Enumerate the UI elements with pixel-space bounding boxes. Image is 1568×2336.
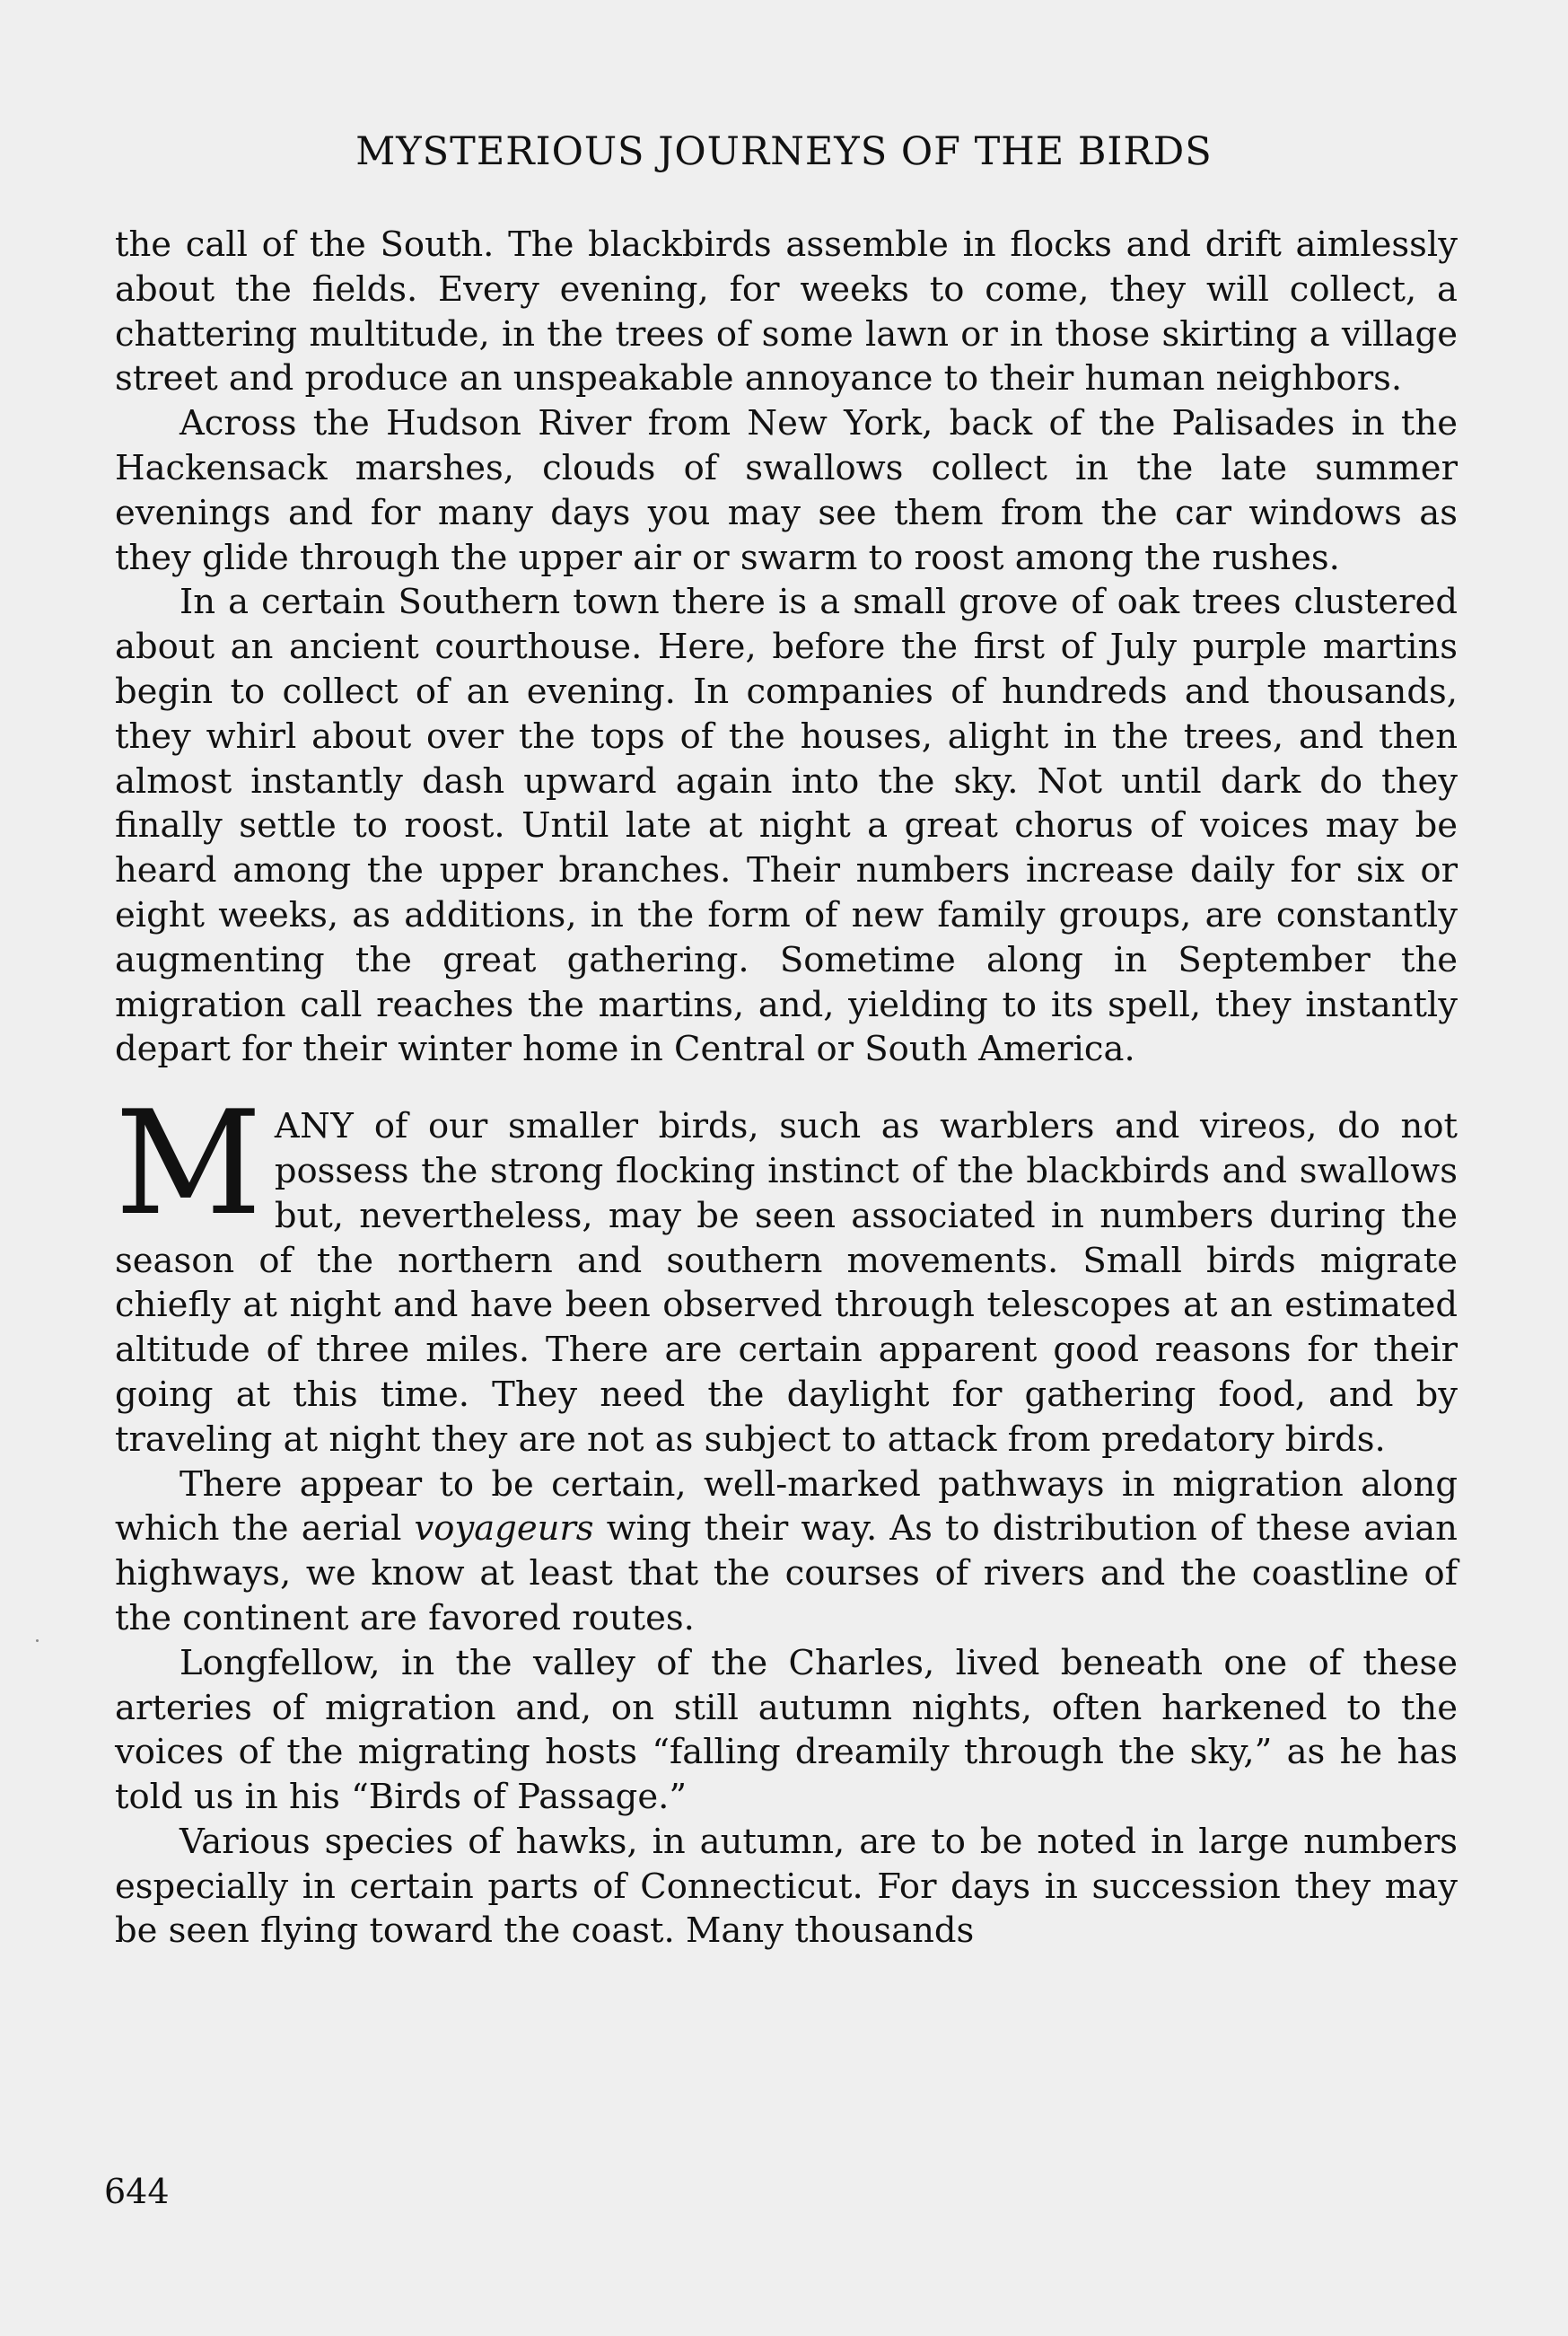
paragraph-small-birds — [115, 1079, 1458, 1462]
running-title: MYSTERIOUS JOURNEYS OF THE BIRDS — [355, 129, 1213, 174]
paragraph-martins: In a certain Southern town there is a small grove of oak trees clustered about an ancient courthouse. Here, before the first of July purple martins begin to collect of an evening. In companies of hundreds and thousands, they whirl about over the tops of the houses, alight in the trees, and then almost instantly dash upward again into the sky. Not until dark do they finally settle to roost. Until late at night a great chorus of voices may be heard among the upper branches. Their numbers increase daily for six or eight weeks, as additions, in the form of new family groups, are constantly augmenting the great gathering. Sometime along in September the migration call reaches the martins, and, yielding to its spell, they instantly depart for their winter home in Central or South America. — [115, 582, 1458, 1070]
paragraph-hudson: Across the Hudson River from New York, back of the Palisades in the Hackensack marshes, clouds of swallows collect in the late summer evenings and for many days you may see them from the car windows as they glide through the upper air or swarm to roost among the rushes. — [115, 403, 1458, 578]
paragraph-continued: the call of the South. The blackbirds assemble in flocks and drift aimlessly about the fields. Every evening, for weeks to come, they will collect, a chattering multitude, in the trees of some lawn or in those skirting a village street and produce an unspeakable annoyance to their human neighbors. — [115, 224, 1458, 400]
paragraph-longfellow: Longfellow, in the valley of the Charles, lived beneath one of these arteries of migration and, on still autumn nights, often harkened to the voices of the migrating hosts “falling dreamily through the sky,” as he has told us in his “Birds of Passage.” — [115, 1642, 1458, 1818]
drop-cap: M — [115, 1079, 262, 1248]
paper-speck — [36, 1639, 39, 1642]
page-number: 644 — [104, 2172, 170, 2211]
paragraph-text: of our smaller birds, such as warblers and vireos, do not possess the strong flocking instinct of the blackbirds and swallows but, nevertheless, may be seen associated in numbers during the season of the northern and southern movements. Small birds migrate chiefly at night and have been observed through telescopes at an estimated altitude of three miles. There are certain apparent good reasons for their going at this time. They need the daylight for gathering food, and by traveling at night they are not as subject to attack from predatory birds. — [115, 1106, 1458, 1460]
article-body — [115, 223, 1458, 1954]
small-caps-lead: ANY — [274, 1106, 355, 1147]
paragraph-pathways — [115, 1462, 1458, 1641]
paragraph-text: There appear to be certain, well-marked pathways in migration along which the aerial — [115, 1463, 1458, 1550]
paragraph-text: wing their way. As to distribution of these avian highways, we know at least that the courses of rivers and the coastline of the continent are favored routes. — [115, 1508, 1458, 1638]
paragraph-hawks: Various species of hawks, in autumn, are to be noted in large numbers especially in certain parts of Connecticut. For days in succession they may be seen flying toward the coast. Many thousands — [115, 1821, 1458, 1952]
italic-term: voyageurs — [414, 1508, 594, 1550]
